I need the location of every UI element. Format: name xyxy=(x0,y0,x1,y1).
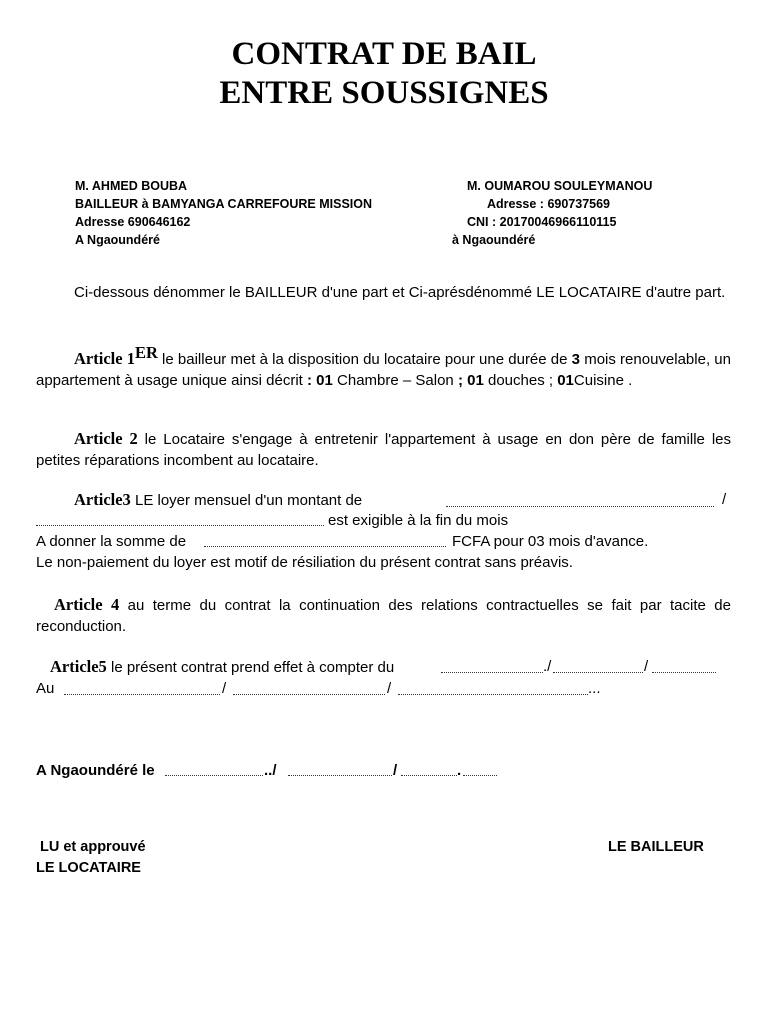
article3-label: Article3 xyxy=(74,490,131,509)
bailleur-address: Adresse 690646162 xyxy=(75,215,191,229)
article3-slash: / xyxy=(722,491,727,508)
bailleur-signature-label: LE BAILLEUR xyxy=(608,839,704,855)
article2-paragraph xyxy=(36,428,731,471)
article1-text-e: Cuisine . xyxy=(573,372,633,389)
place-date-label: A Ngaoundéré le xyxy=(36,762,155,779)
article1-duration: 3 xyxy=(571,351,581,368)
place-date-sep3: . xyxy=(457,762,462,779)
article3-text-a: LE loyer mensuel d'un montant de xyxy=(130,492,363,509)
article1-paragraph xyxy=(36,342,731,391)
article2-text: le Locataire s'engage à entretenir l'appartement à usage en don père de famille les petites réparations incombent au locataire. xyxy=(36,431,731,469)
locataire-cni: CNI : 20170046966110115 xyxy=(467,215,617,229)
lu-approuve-label: LU et approuvé xyxy=(40,839,146,855)
start-year-blank[interactable] xyxy=(652,660,716,673)
locataire-city: à Ngaoundéré xyxy=(452,233,536,247)
article1-semi: ; 01 xyxy=(457,372,484,389)
amount-words-blank[interactable] xyxy=(36,513,324,526)
article5-sep4: / xyxy=(387,680,392,697)
bailleur-role: BAILLEUR à BAMYANGA CARREFOURE MISSION xyxy=(75,197,373,211)
article1-colon: : 01 xyxy=(307,372,333,389)
article5-sep2: / xyxy=(644,658,649,675)
start-day-blank[interactable] xyxy=(441,660,543,673)
document-title-line2: ENTRE SOUSSIGNES xyxy=(219,75,549,111)
locataire-signature-label: LE LOCATAIRE xyxy=(36,860,141,876)
article5-sep3: / xyxy=(222,680,227,697)
article5-text-a: le présent contrat prend effet à compter du xyxy=(106,659,395,676)
end-year-blank[interactable] xyxy=(398,682,588,695)
article1-text-d: douches ; xyxy=(483,372,558,389)
article5-au: Au xyxy=(36,680,55,697)
article1-text-a: le bailleur met à la disposition du locataire pour une durée de xyxy=(157,351,572,368)
article3-line1 xyxy=(74,489,362,511)
article3-text-e: Le non-paiement du loyer est motif de résiliation du présent contrat sans préavis. xyxy=(36,554,573,571)
article3-text-d: FCFA pour 03 mois d'avance. xyxy=(452,533,649,550)
article5-line1 xyxy=(50,656,394,678)
locataire-name: M. OUMAROU SOULEYMANOU xyxy=(467,179,653,193)
article4-paragraph xyxy=(36,594,731,637)
end-month-blank[interactable] xyxy=(233,682,385,695)
start-month-blank[interactable] xyxy=(553,660,643,673)
article2-label: Article 2 xyxy=(74,429,138,448)
intro-paragraph: Ci-dessous dénommer le BAILLEUR d'une part et Ci-aprésdénommé LE LOCATAIRE d'autre part. xyxy=(74,284,726,301)
document-title-line1: CONTRAT DE BAIL xyxy=(231,36,537,72)
article1-text-c: Chambre – Salon xyxy=(332,372,458,389)
sign-year-blank-b[interactable] xyxy=(463,763,497,776)
article5-sep1: ./ xyxy=(543,658,552,675)
article1-text-b: mois renouvelable, un appartement à usage unique ainsi décrit xyxy=(36,351,731,389)
article5-end: ... xyxy=(588,680,601,697)
advance-amount-blank[interactable] xyxy=(204,534,446,547)
end-day-blank[interactable] xyxy=(64,682,220,695)
article1-label: Article 1 xyxy=(74,349,135,368)
sign-day-blank[interactable] xyxy=(165,763,263,776)
article3-text-c: A donner la somme de xyxy=(36,533,187,550)
article4-label: Article 4 xyxy=(54,595,120,614)
amount-blank[interactable] xyxy=(446,494,714,507)
article1-sup: ER xyxy=(134,343,158,362)
article3-text-b: est exigible à la fin du mois xyxy=(328,512,509,529)
place-date-sep2: / xyxy=(393,762,398,779)
place-date-sep1: ../ xyxy=(264,762,277,779)
sign-month-blank[interactable] xyxy=(288,763,392,776)
locataire-address: Adresse : 690737569 xyxy=(487,197,611,211)
article4-text: au terme du contrat la continuation des relations contractuelles se fait par tacite de reconduction. xyxy=(36,597,731,635)
article1-bold-01: 01 xyxy=(557,372,574,389)
article5-label: Article5 xyxy=(50,657,107,676)
bailleur-city: A Ngaoundéré xyxy=(75,233,160,247)
sign-year-blank-a[interactable] xyxy=(401,763,457,776)
bailleur-name: M. AHMED BOUBA xyxy=(75,179,188,193)
